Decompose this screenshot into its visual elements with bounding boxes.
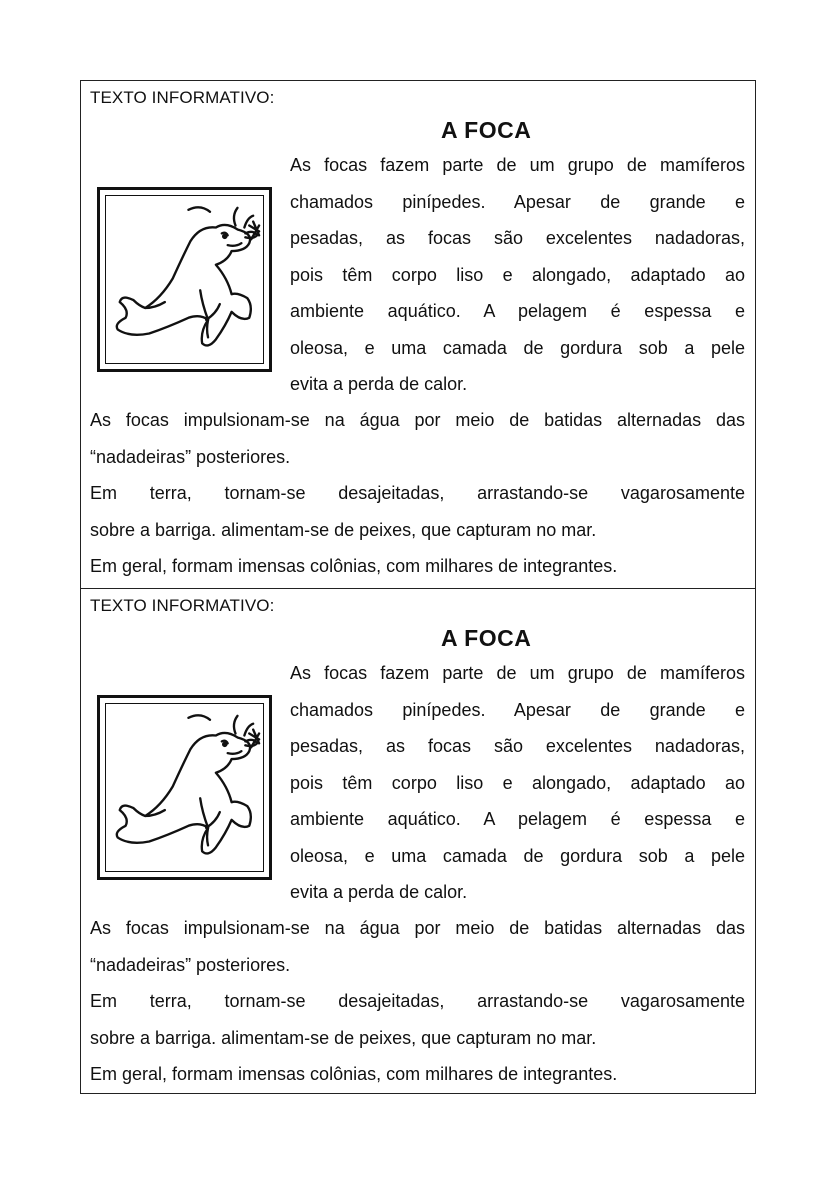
paragraph-4 — [90, 1056, 745, 1093]
text-line: pois têm corpo liso e alongado, adaptado ao — [290, 264, 745, 285]
text-line: chamados pinípedes. Apesar de grande e — [290, 699, 745, 720]
text-card-2 — [81, 588, 755, 1095]
text-line: evita a perda de calor. — [290, 882, 468, 902]
text-line: oleosa, e uma camada de gordura sob a pele — [290, 845, 745, 866]
seal-drawing — [106, 196, 263, 363]
text-card-1 — [81, 81, 755, 588]
text-line: ambiente aquático. A pelagem é espessa e — [290, 809, 745, 829]
text-line: As focas fazem parte de um grupo de mamíferos — [290, 663, 745, 683]
text-line: pesadas, as focas são excelentes nadadoras, — [290, 736, 745, 756]
paragraph-2 — [90, 910, 745, 983]
worksheet — [80, 80, 756, 1094]
text-line: chamados pinípedes. Apesar de grande e — [290, 191, 745, 212]
section-label: TEXTO INFORMATIVO: — [90, 596, 275, 615]
text-line: sobre a barriga. alimentam-se de peixes, que capturam no mar. — [90, 519, 597, 540]
text-line: “nadadeiras” posteriores. — [90, 446, 291, 467]
text-title: A FOCA — [441, 625, 532, 651]
seal-drawing — [106, 704, 263, 871]
text-line: As focas impulsionam-se na água por meio de batidas alternadas das — [90, 410, 745, 430]
paragraph-3 — [90, 983, 745, 1056]
paragraph-4 — [90, 548, 745, 585]
text-line: Em terra, tornam-se desajeitadas, arrastando-se vagarosamente — [90, 483, 745, 503]
text-line: Em geral, formam imensas colônias, com milhares de integrantes. — [90, 1064, 618, 1084]
text-line: Em geral, formam imensas colônias, com milhares de integrantes. — [90, 556, 618, 576]
text-line: evita a perda de calor. — [290, 374, 468, 394]
seal-illustration — [105, 703, 264, 872]
paragraph-2 — [90, 402, 745, 475]
section-label: TEXTO INFORMATIVO: — [90, 88, 275, 107]
paragraph-3 — [90, 475, 745, 548]
text-line: Em terra, tornam-se desajeitadas, arrastando-se vagarosamente — [90, 991, 745, 1011]
text-line: “nadadeiras” posteriores. — [90, 954, 291, 975]
text-title: A FOCA — [441, 117, 532, 143]
paragraph-1 — [290, 147, 745, 403]
seal-illustration-frame — [97, 695, 272, 880]
seal-illustration-frame — [97, 187, 272, 372]
text-line: ambiente aquático. A pelagem é espessa e — [290, 301, 745, 321]
seal-illustration — [105, 195, 264, 364]
paragraph-1 — [290, 655, 745, 911]
text-line: pois têm corpo liso e alongado, adaptado ao — [290, 772, 745, 793]
text-line: As focas impulsionam-se na água por meio de batidas alternadas das — [90, 918, 745, 938]
text-line: sobre a barriga. alimentam-se de peixes, que capturam no mar. — [90, 1027, 597, 1048]
text-line: oleosa, e uma camada de gordura sob a pele — [290, 337, 745, 358]
text-line: pesadas, as focas são excelentes nadadoras, — [290, 228, 745, 248]
text-line: As focas fazem parte de um grupo de mamíferos — [290, 155, 745, 175]
